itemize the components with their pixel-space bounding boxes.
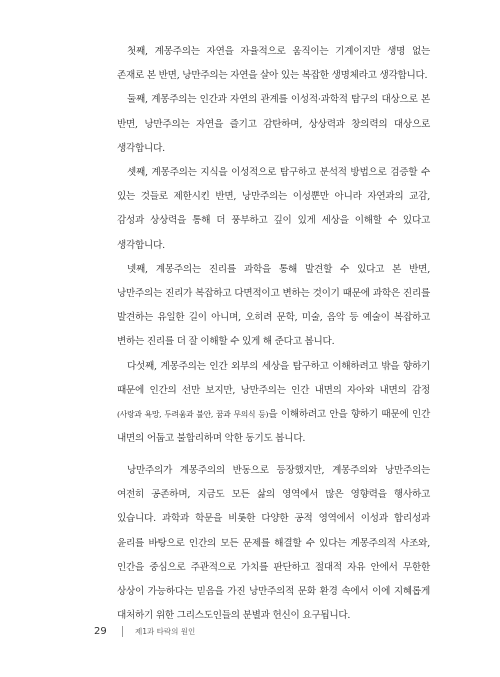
paragraph-conclusion: 낭만주의가 계몽주의의 반동으로 등장했지만, 계몽주의와 낭만주의는 여전히 공존하며, 지금도 모든 삶의 영역에서 많은 영향력을 행사하고 있습니다. 과학과 학문을 비롯한 다양한 공적 영역에서 이성과 합리성과 윤리를 바탕으로 인간의 모든 문제를 해결할 수 있다는 계몽주의적 사조와, 인간을 중심으로 주관적으로 가치를 판단하고 절대적 자유 안에서 무한한 상상이 가능하다는 믿음을 가진 낭만주의적 문화 환경 속에서 이에 지혜롭게 대처하기 위한 그리스도인들의 분별과 헌신이 요구됩니다. (117, 465, 430, 622)
text-section-contrasts (117, 40, 430, 451)
footer-divider (122, 626, 123, 637)
paragraph-first: 첫째, 계몽주의는 자연을 자율적으로 움직이는 기계이지만 생명 없는 존재로 본 반면, 낭만주의는 자연을 살아 있는 복잡한 생명체라고 생각합니다. (117, 46, 430, 82)
paragraph-fifth-main: 다섯째, 계몽주의는 인간 외부의 세상을 탐구하고 이해하려고 밖을 향하기 때문에 인간의 선만 보지만, 낭만주의는 인간 내면의 자아와 내면의 감정 (117, 360, 430, 396)
paragraph-third: 셋째, 계몽주의는 지식을 이성적으로 탐구하고 분석적 방법으로 검증할 수 있는 것들로 제한시킨 반면, 낭만주의는 이성뿐만 아니라 자연과의 교감, 감성과 상상력을 통해 더 풍부하고 깊이 있게 세상을 이해할 수 있다고 생각합니다. (117, 167, 430, 251)
page-footer (94, 624, 195, 638)
paragraph-fourth: 넷째, 계몽주의는 진리를 과학을 통해 발견할 수 있다고 본 반면, 낭만주의는 진리가 복잡하고 다면적이고 변하는 것이기 때문에 과학은 진리를 발견하는 유일한 길이 아니며, 오히려 문학, 미술, 음악 등 예술이 복잡하고 변하는 진리를 더 잘 이해할 수 있게 해 준다고 봅니다. (117, 263, 430, 348)
paragraph-fifth-parenthetical: (사랑과 욕망, 두려움과 불안, 꿈과 무의식 등) (117, 410, 269, 420)
paragraph-second: 둘째, 계몽주의는 인간과 자연의 관계를 이성적·과학적 탐구의 대상으로 본 반면, 낭만주의는 자연을 즐기고 감탄하며, 상상력과 창의력의 대상으로 생각합니다. (117, 94, 430, 154)
paragraph-fifth-rest: 을 이해하려고 안을 향하기 때문에 인간 내면의 어둡고 불합리하며 악한 동기도 봅니다. (117, 409, 431, 445)
text-section-conclusion (117, 459, 430, 628)
page-number: 29 (94, 625, 107, 637)
chapter-title: 제1과 타락의 원인 (135, 626, 196, 636)
paragraph-fifth (117, 355, 430, 452)
